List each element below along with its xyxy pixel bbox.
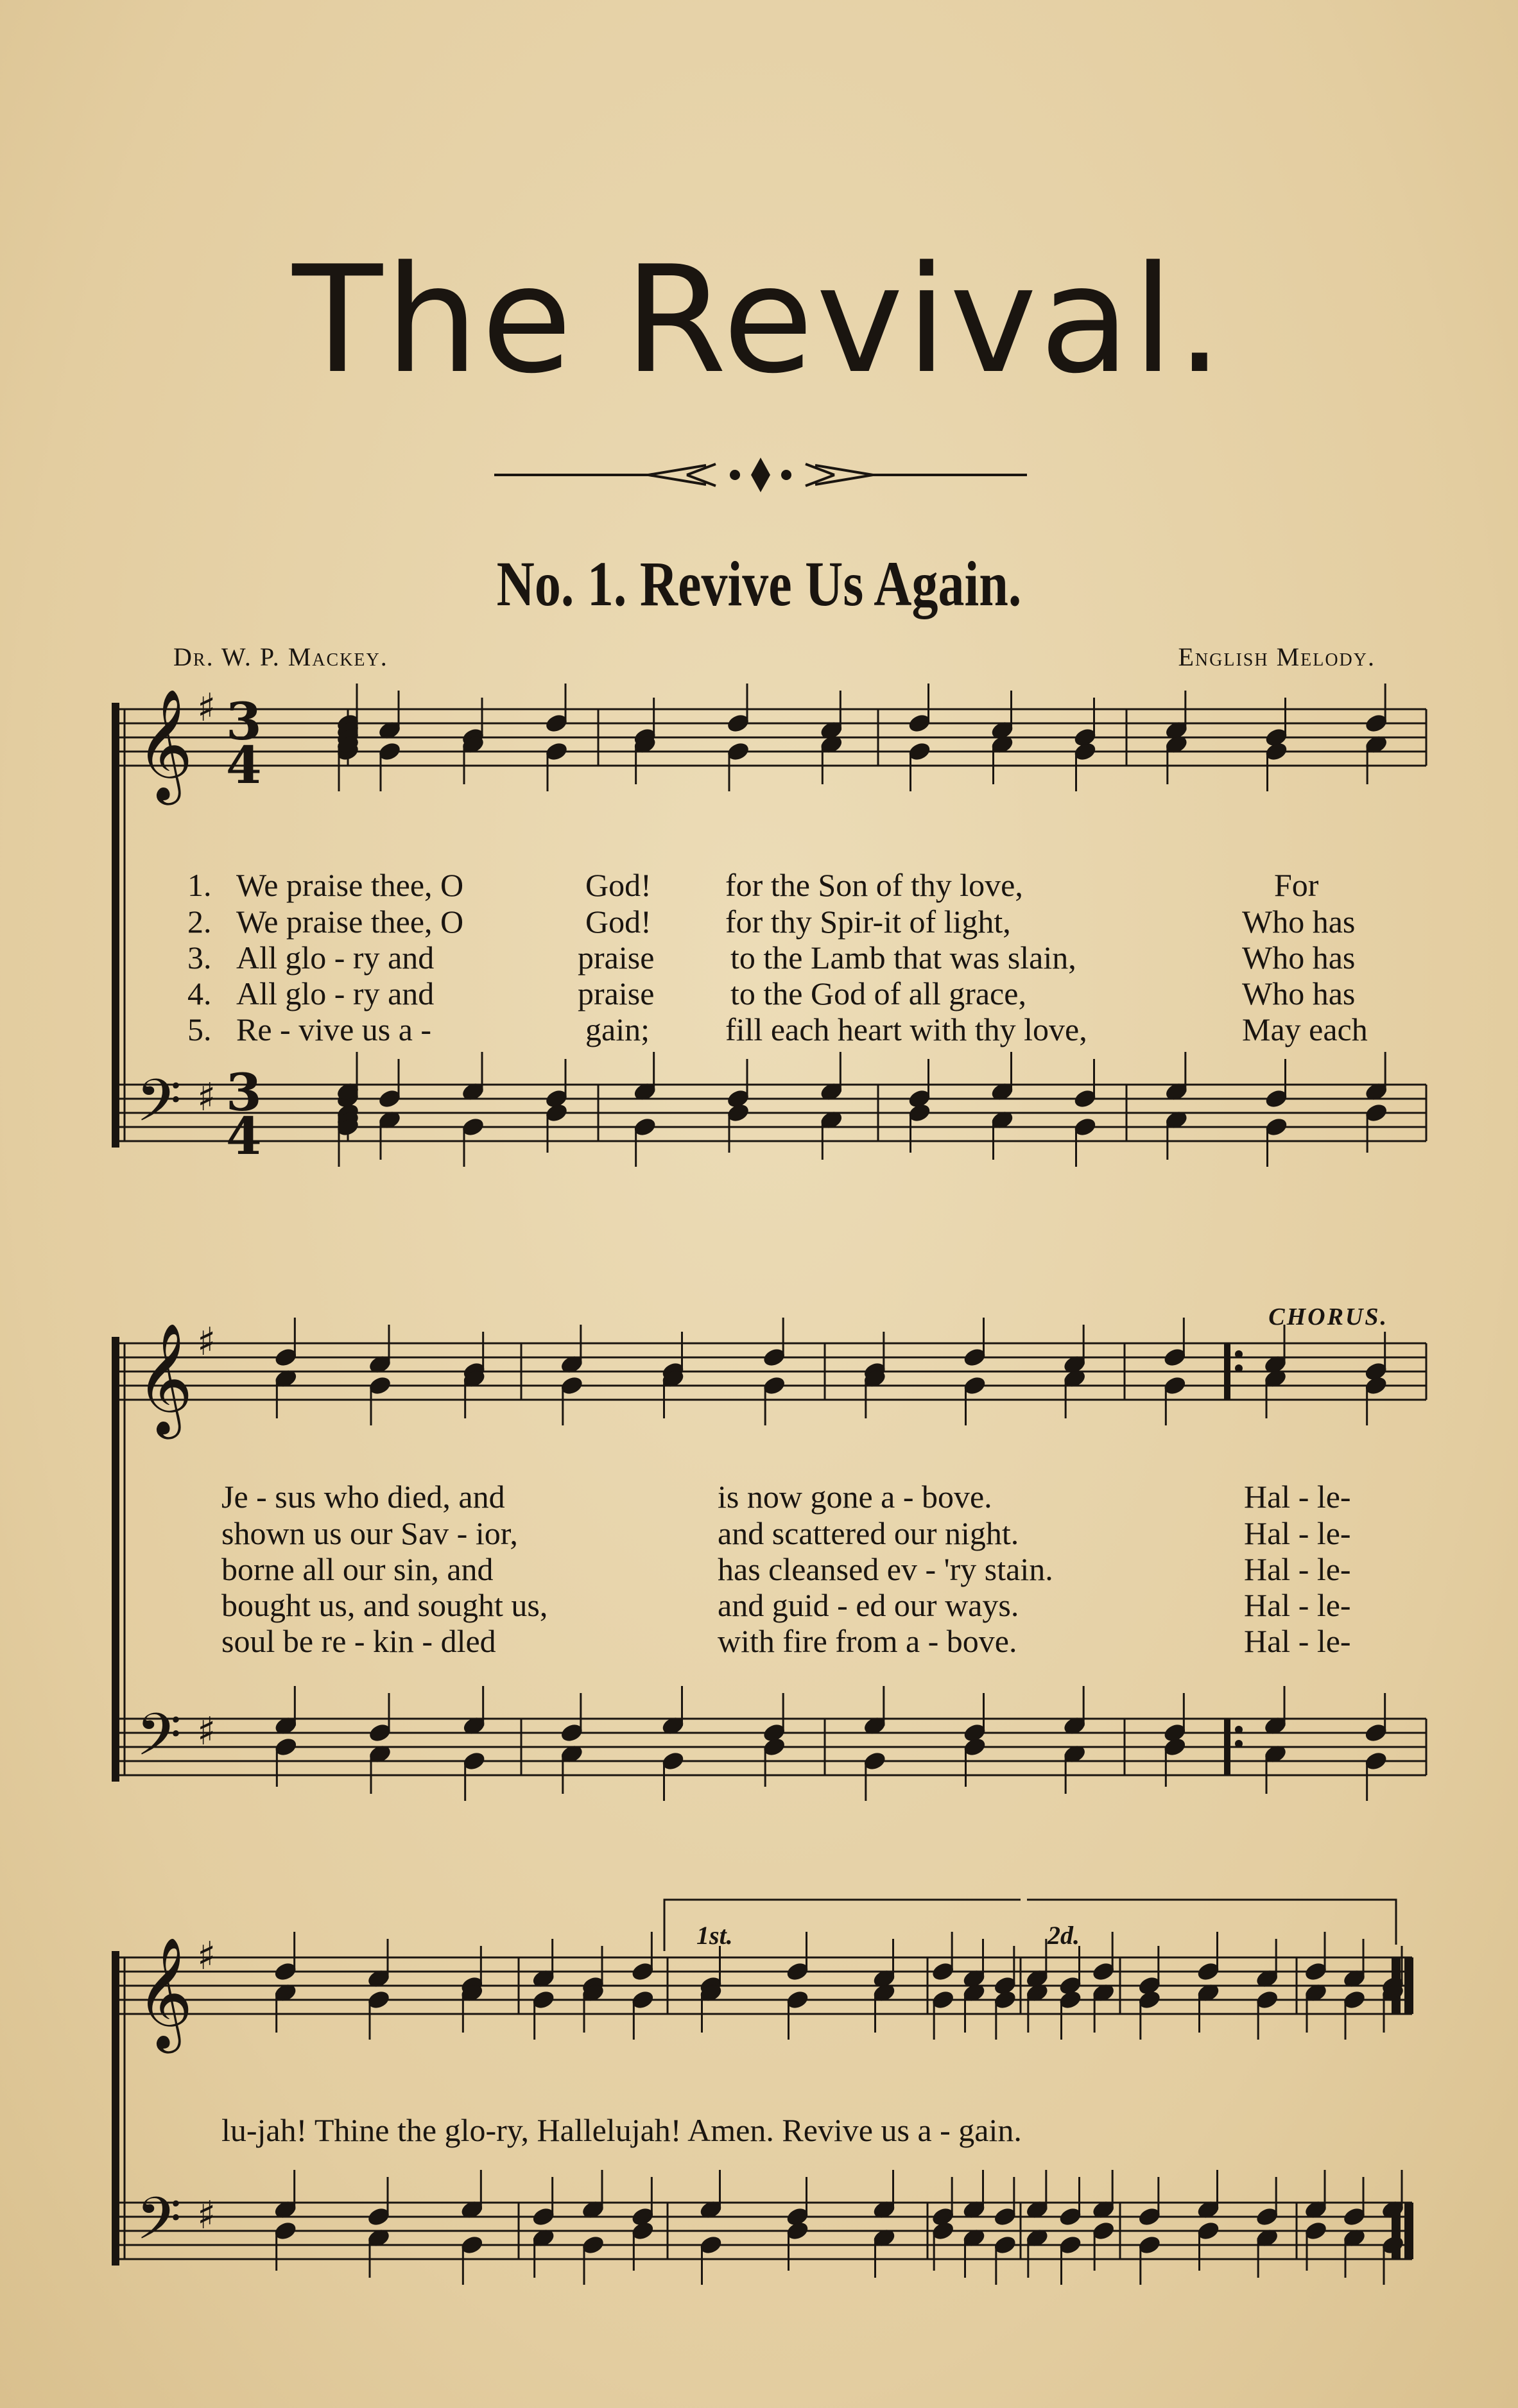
sharp-sign: ♯ xyxy=(197,2193,216,2238)
bass-clef: 𝄢 xyxy=(136,1067,182,1149)
first-ending-label: 1st. xyxy=(696,1921,733,1950)
verse-3-segment-b: praise xyxy=(578,940,655,976)
verse-4-line2-a: bought us, and sought us, xyxy=(221,1587,548,1623)
verse-3-segment-d: Who has xyxy=(1242,940,1356,976)
verse-1-segment-b: God! xyxy=(585,867,651,903)
verse-2-line2-b: and scattered our night. xyxy=(718,1515,1019,1551)
verse-4-line2-c: Hal - le- xyxy=(1244,1587,1351,1623)
verse-4-line2-b: and guid - ed our ways. xyxy=(718,1587,1019,1623)
verse-2-line2-c: Hal - le- xyxy=(1244,1515,1351,1551)
verse-1-line2-a: Je - sus who died, and xyxy=(221,1479,505,1515)
verse-4-segment-c: to the God of all grace, xyxy=(730,976,1026,1011)
verse-2-segment-a: We praise thee, O xyxy=(236,904,464,940)
verse-5-segment-a: Re - vive us a - xyxy=(236,1011,432,1047)
repeat-dot xyxy=(1235,1740,1243,1748)
book-title: The Revival. xyxy=(292,235,1226,406)
verse-1-segment-d: For xyxy=(1274,867,1319,903)
verse-2-number: 2. xyxy=(187,904,212,940)
verse-5-segment-c: fill each heart with thy love, xyxy=(725,1011,1087,1047)
verse-4-segment-b: praise xyxy=(578,976,655,1011)
sharp-sign: ♯ xyxy=(197,1075,216,1120)
verse-3-line2-b: has cleansed ev - 'ry stain. xyxy=(718,1551,1053,1587)
verse-5-line2-a: soul be re - kin - dled xyxy=(221,1623,496,1659)
hymn-heading: No. 1. Revive Us Again. xyxy=(496,548,1022,619)
time-sig-bottom: 4 xyxy=(226,1106,262,1166)
bass-clef: 𝄢 xyxy=(136,1701,182,1783)
second-ending-bracket xyxy=(1027,1900,1396,1945)
sharp-sign: ♯ xyxy=(197,685,216,730)
time-sig-bottom: 4 xyxy=(226,735,262,795)
treble-time-signature xyxy=(226,691,262,795)
verse-3-number: 3. xyxy=(187,940,212,976)
verse-4-number: 4. xyxy=(187,976,212,1011)
verse-1-number: 1. xyxy=(187,867,212,903)
bass-time-signature xyxy=(226,1062,262,1166)
verse-2-segment-d: Who has xyxy=(1242,904,1356,940)
verse-3-segment-c: to the Lamb that was slain, xyxy=(730,940,1076,976)
verse-3-line2-c: Hal - le- xyxy=(1244,1551,1351,1587)
verse-1-segment-a: We praise thee, O xyxy=(236,867,464,903)
verse-2-segment-b: God! xyxy=(585,904,651,940)
verse-5-segment-b: gain; xyxy=(585,1011,650,1047)
second-ending-label: 2d. xyxy=(1048,1921,1080,1950)
verse-2-line2-a: shown us our Sav - ior, xyxy=(221,1515,518,1551)
chorus-lyric: lu-jah! Thine the glo-ry, Hallelujah! Amen. Revive us a - gain. xyxy=(221,2112,1022,2148)
sharp-sign: ♯ xyxy=(197,1320,216,1364)
verse-5-line2-b: with fire from a - bove. xyxy=(718,1623,1017,1659)
time-sig-top: 3 xyxy=(226,691,262,752)
treble-clef: 𝄞 xyxy=(136,689,193,800)
verse-2-segment-c: for thy Spir-it of light, xyxy=(725,904,1011,940)
treble-clef: 𝄞 xyxy=(136,1323,193,1434)
bass-clef: 𝄢 xyxy=(136,2185,182,2267)
verse-5-number: 5. xyxy=(187,1011,212,1047)
repeat-dot xyxy=(1235,1726,1243,1733)
time-sig-top: 3 xyxy=(226,1062,262,1122)
repeat-dot xyxy=(1235,1350,1243,1358)
treble-clef: 𝄞 xyxy=(136,1937,193,2049)
verse-5-line2-c: Hal - le- xyxy=(1244,1623,1351,1659)
lyricist-credit: Dr. W. P. Mackey. xyxy=(173,642,388,671)
chorus-label: CHORUS. xyxy=(1268,1303,1388,1330)
verse-4-segment-a: All glo - ry and xyxy=(236,976,435,1011)
sharp-sign: ♯ xyxy=(197,1709,216,1754)
sharp-sign: ♯ xyxy=(197,1934,216,1979)
verse-1-segment-c: for the Son of thy love, xyxy=(725,867,1023,903)
composer-credit: English Melody. xyxy=(1178,642,1376,671)
repeat-dot xyxy=(1235,1364,1243,1372)
verse-4-segment-d: Who has xyxy=(1242,976,1356,1011)
verse-1-line2-c: Hal - le- xyxy=(1244,1479,1351,1515)
verse-3-segment-a: All glo - ry and xyxy=(236,940,435,976)
verse-5-segment-d: May each xyxy=(1242,1011,1368,1047)
verse-3-line2-a: borne all our sin, and xyxy=(221,1551,494,1587)
verse-1-line2-b: is now gone a - bove. xyxy=(718,1479,992,1515)
